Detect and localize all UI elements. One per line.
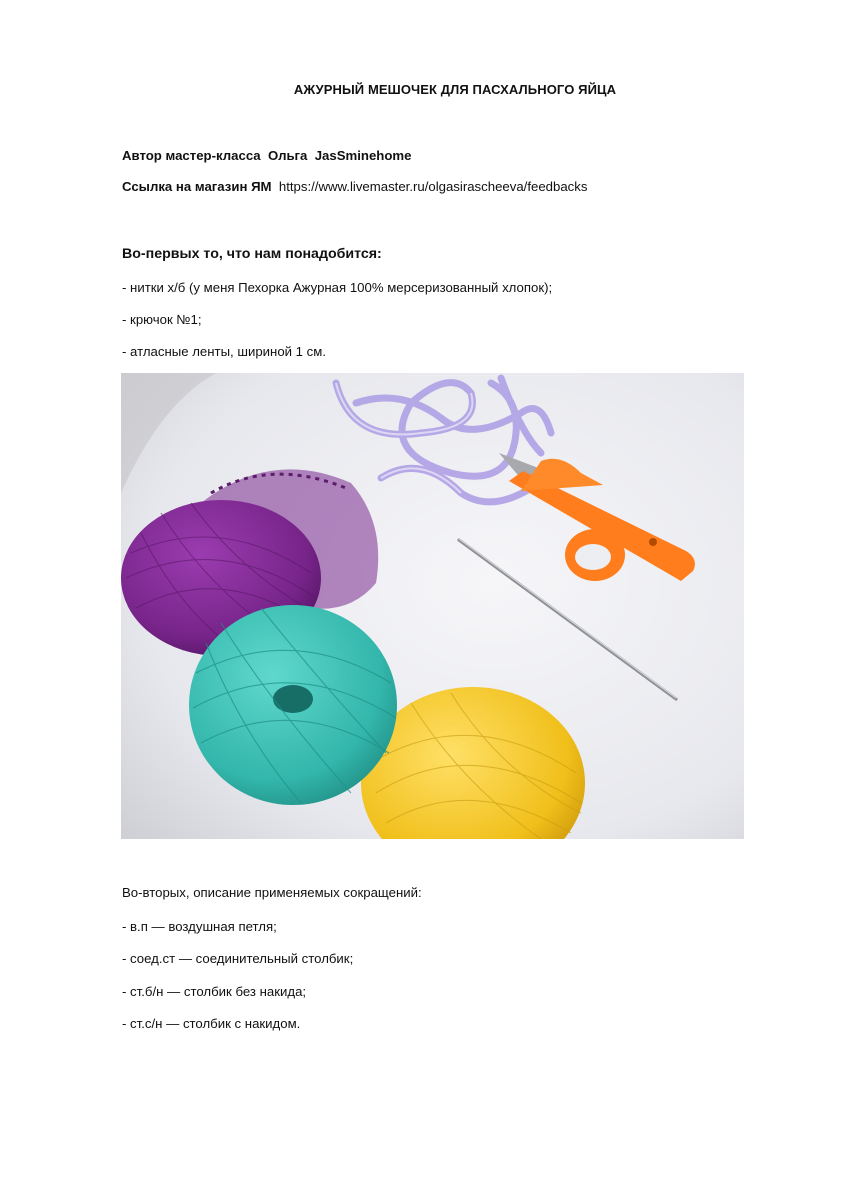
materials-item: - атласные ленты, шириной 1 см. xyxy=(122,344,327,359)
abbreviations-heading: Во-вторых, описание применяемых сокращений: xyxy=(122,885,422,900)
document-title: АЖУРНЫЙ МЕШОЧЕК ДЛЯ ПАСХАЛЬНОГО ЯЙЦА xyxy=(293,82,617,97)
author-label: Автор мастер-класса xyxy=(122,148,261,163)
abbreviation-item: - соед.ст — соединительный столбик; xyxy=(122,951,354,966)
abbreviation-item: - ст.б/н — столбик без накида; xyxy=(122,984,307,999)
author-handle: JasSminehome xyxy=(314,148,412,163)
author-name: Ольга xyxy=(267,148,308,163)
shop-link[interactable]: https://www.livemaster.ru/olgasirascheeva/feedbacks xyxy=(278,179,588,194)
shop-line xyxy=(122,179,587,194)
abbreviation-item: - в.п — воздушная петля; xyxy=(122,919,277,934)
author-line xyxy=(122,148,411,163)
materials-item: - крючок №1; xyxy=(122,312,202,327)
materials-photo xyxy=(121,373,744,839)
materials-item: - нитки х/б (у меня Пехорка Ажурная 100% мерсеризованный хлопок); xyxy=(122,280,553,295)
abbreviation-item: - ст.с/н — столбик с накидом. xyxy=(122,1016,301,1031)
materials-heading: Во-первых то, что нам понадобится: xyxy=(122,246,382,262)
shop-label: Ссылка на магазин ЯМ xyxy=(122,179,272,194)
turquoise-yarn-ball-icon xyxy=(189,605,397,805)
